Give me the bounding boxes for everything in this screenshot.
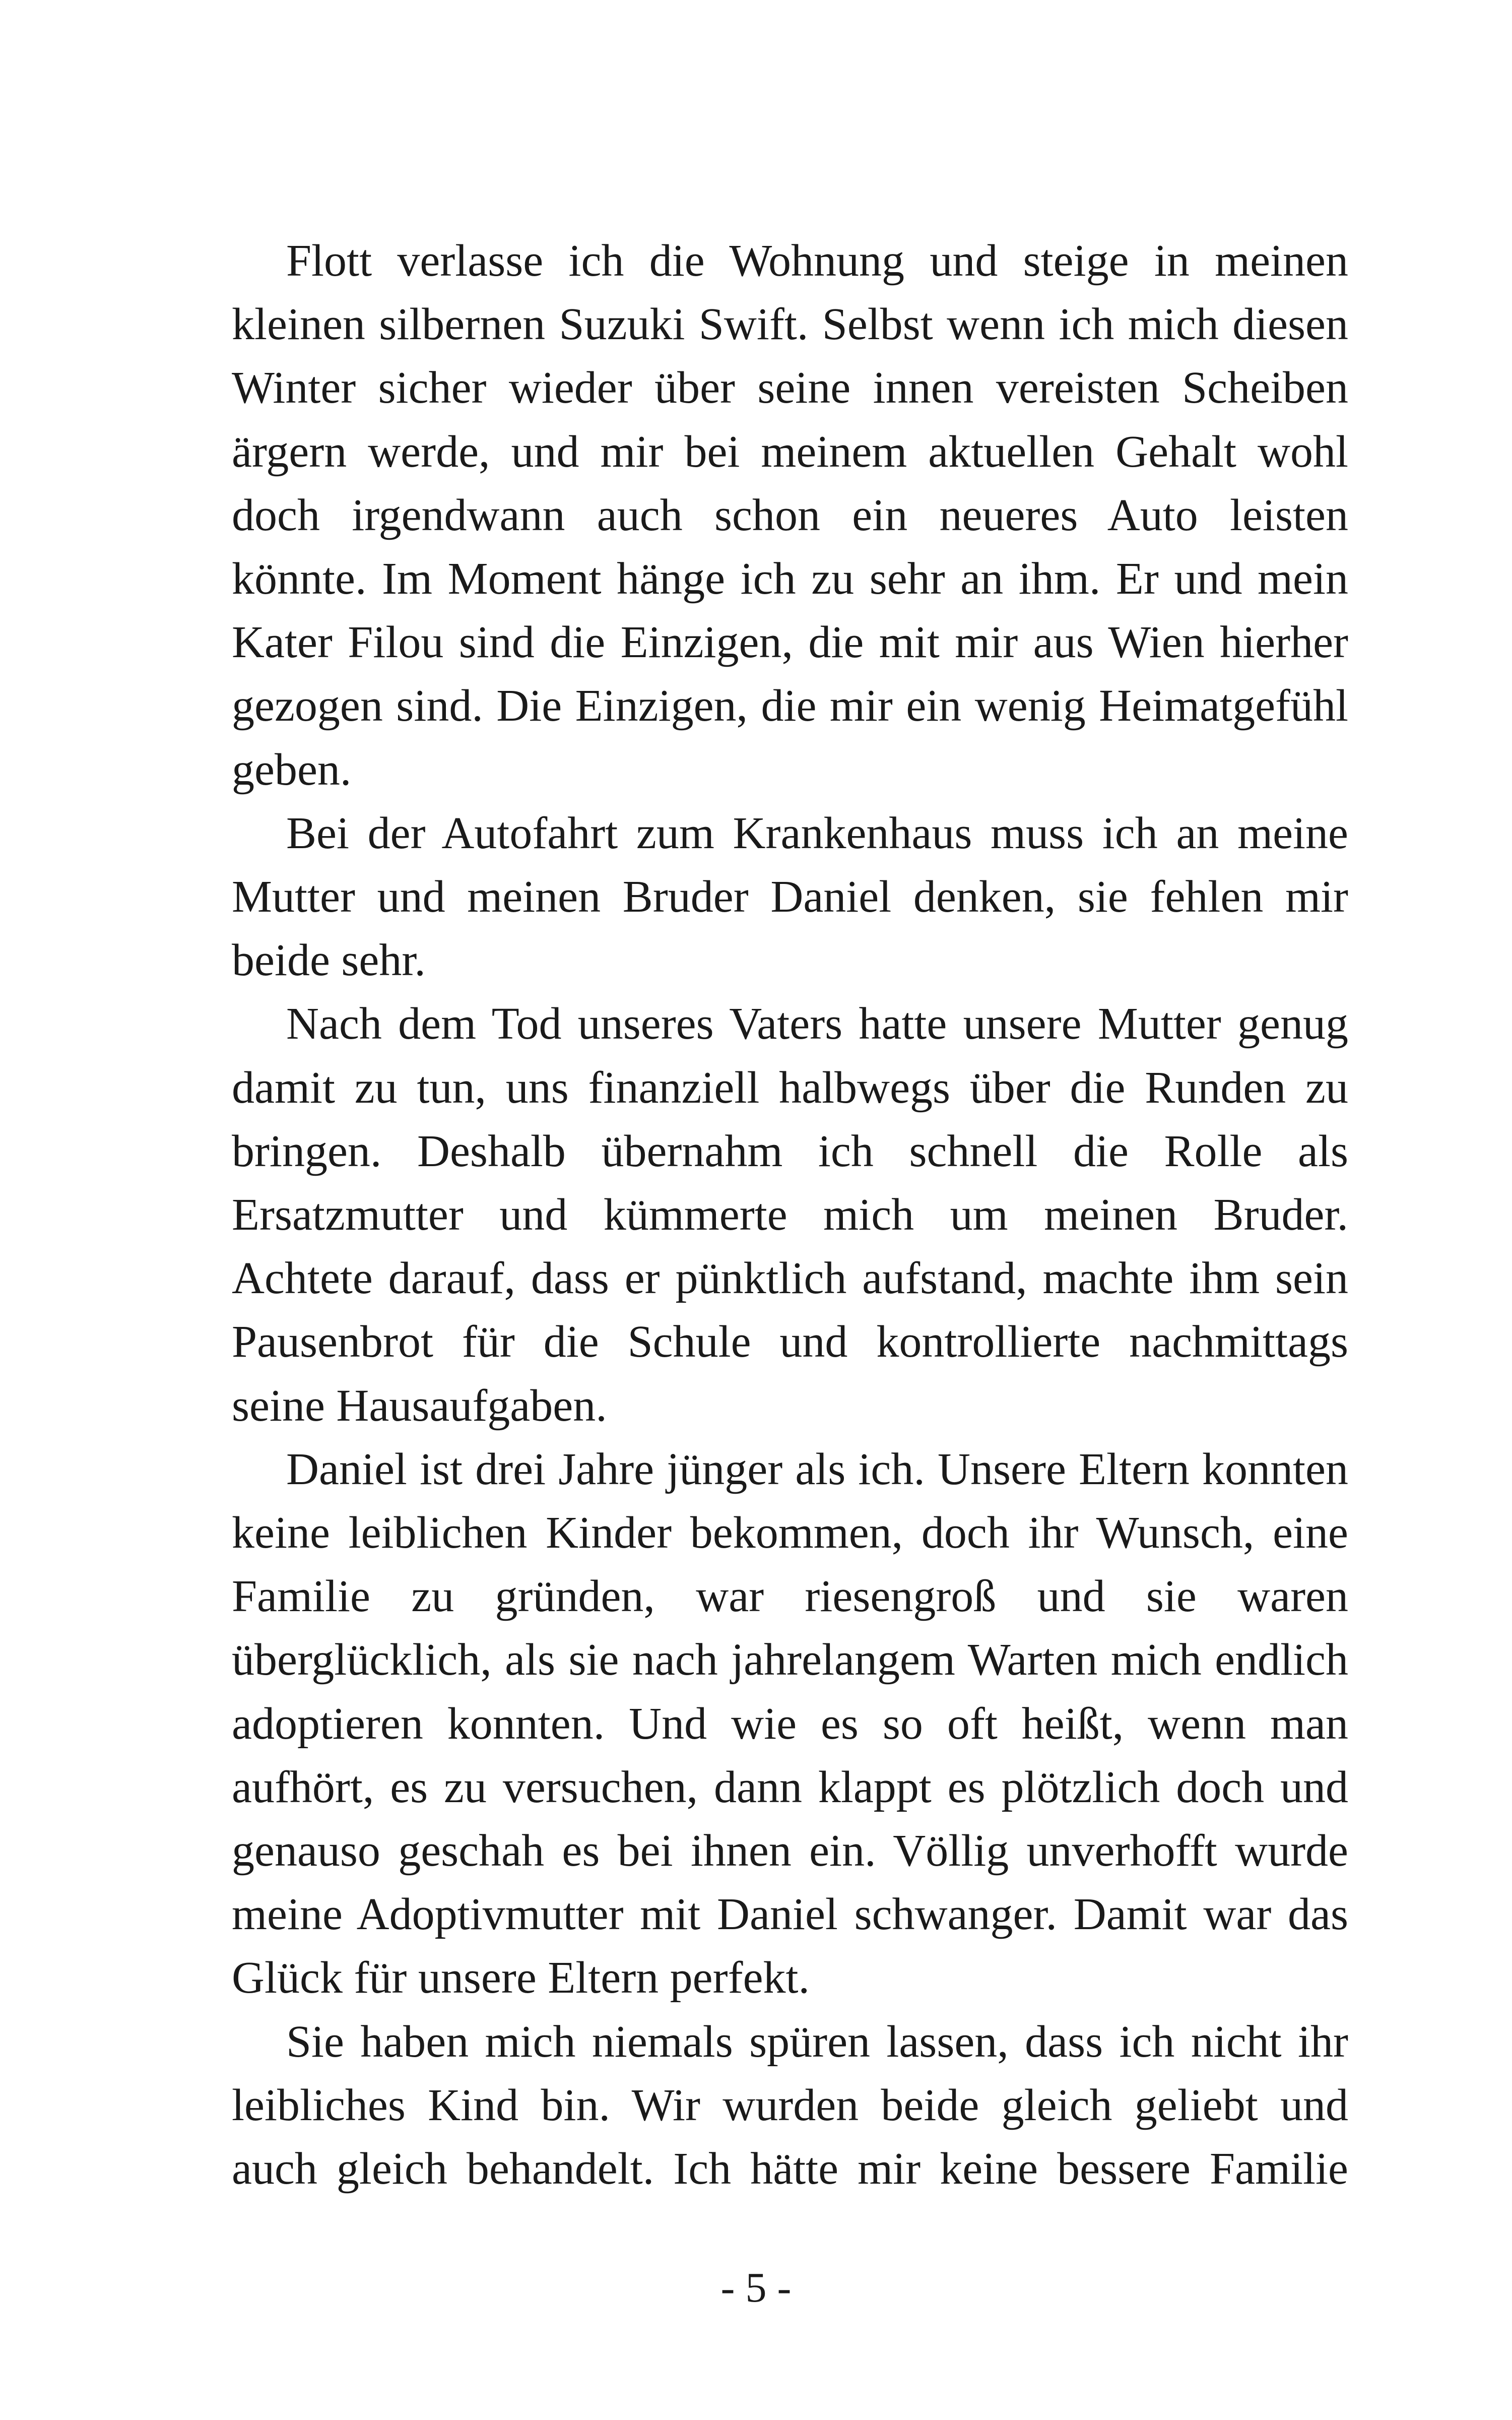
paragraph-4: Daniel ist drei Jahre jünger als ich. Unsere Eltern konnten keine leiblichen Kinder bekommen, doch ihr Wunsch, eine Familie zu gründen, war riesengroß und sie waren überglücklich, als sie nach jahrelangem Warten mich endlich adoptieren konnten. Und wie es so oft heißt, wenn man aufhört, es zu versuchen, dann klappt es plötzlich doch und genauso geschah es bei ihnen ein. Völlig unverhofft wurde meine Adoptivmutter mit Daniel schwanger. Damit war das Glück für unsere Eltern perfekt. (232, 1444, 1348, 2003)
page-number: - 5 - (720, 2264, 792, 2311)
paragraph-1: Flott verlasse ich die Wohnung und steige in meinen kleinen silbernen Suzuki Swift. Selbst wenn ich mich diesen Winter sicher wieder über seine innen vereisten Scheiben ärgern werde, und mir bei meinem aktuellen Gehalt wohl doch irgendwann auch schon ein neueres Auto leisten könnte. Im Moment hänge ich zu sehr an ihm. Er und mein Kater Filou sind die Einzigen, die mit mir aus Wien hierher gezogen sind. Die Einzigen, die mir ein wenig Heimatgefühl geben. (232, 236, 1348, 795)
body-text (232, 229, 1348, 2201)
paragraph-3: Nach dem Tod unseres Vaters hatte unsere Mutter genug damit zu tun, uns finanziell halbwegs über die Runden zu bringen. Deshalb übernahm ich schnell die Rolle als Ersatzmutter und kümmerte mich um meinen Bruder. Achtete darauf, dass er pünktlich aufstand, machte ihm sein Pausenbrot für die Schule und kontrollierte nachmittags seine Hausaufgaben. (232, 999, 1348, 1431)
paragraph-5: Sie haben mich niemals spüren lassen, dass ich nicht ihr leibliches Kind bin. Wir wurden beide gleich geliebt und auch gleich behandelt. Ich hätte mir keine bessere Familie (232, 2016, 1348, 2194)
paragraph-2: Bei der Autofahrt zum Krankenhaus muss ich an meine Mutter und meinen Bruder Daniel denken, sie fehlen mir beide sehr. (232, 808, 1348, 986)
